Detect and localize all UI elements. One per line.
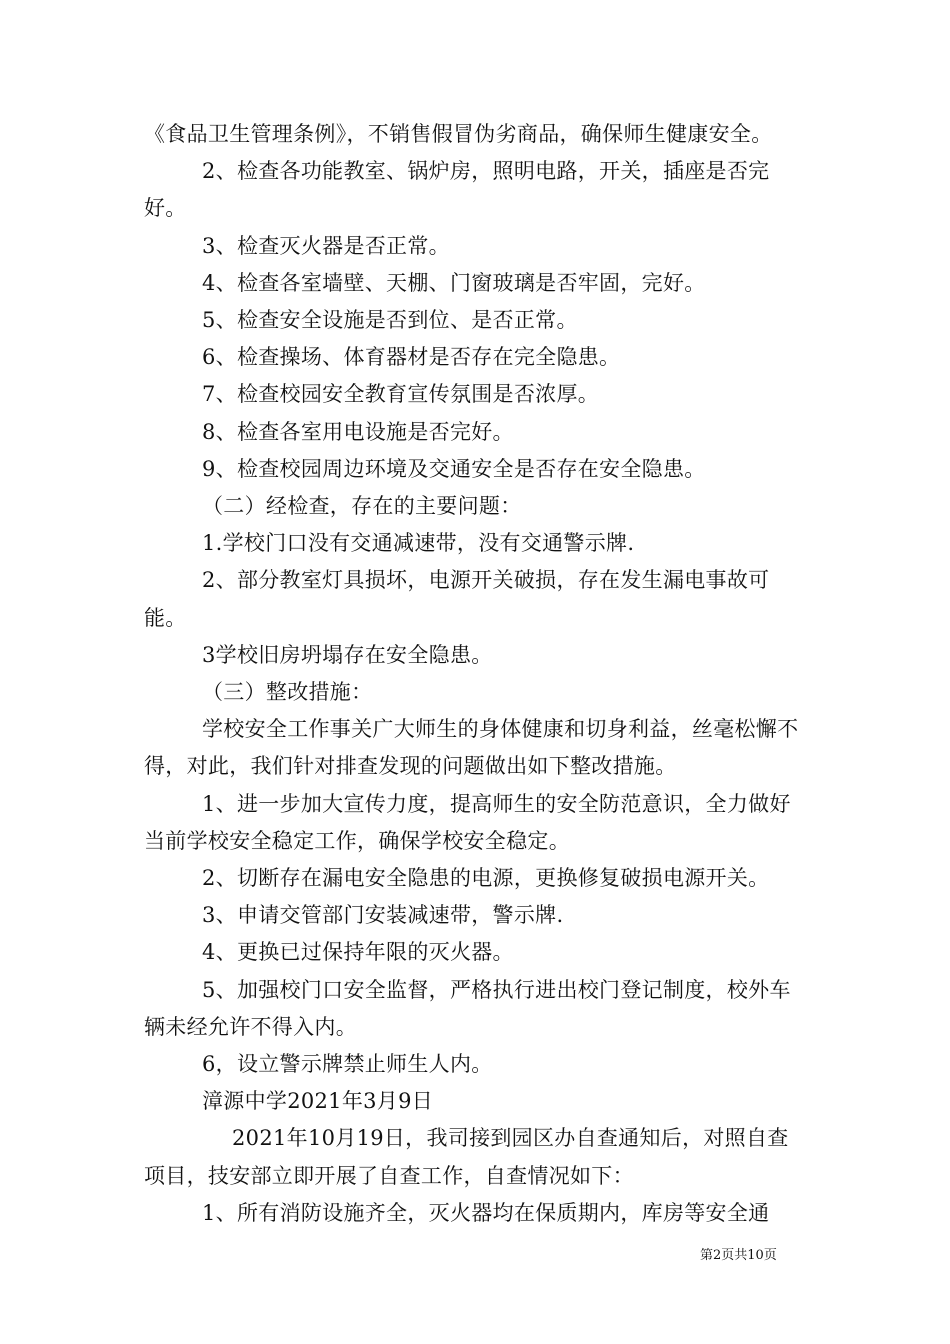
paragraph-measure-6: 6，设立警示牌禁止师生人内。 (202, 1052, 493, 1077)
paragraph-measure-1: 1、进一步加大宣传力度，提高师生的安全防范意识，全力做好当前学校安全稳定工作，确保学校安全稳定。 (144, 791, 791, 853)
paragraph-check-9: 9、检查校园周边环境及交通安全是否存在安全隐患。 (202, 456, 706, 481)
document-body (144, 116, 809, 1232)
section-heading-measures: （三）整改措施： (202, 680, 373, 705)
paragraph-check-5: 5、检查安全设施是否到位、是否正常。 (202, 308, 578, 333)
paragraph-measure-5: 5、加强校门口安全监督，严格执行进出校门登记制度，校外车辆未经允许不得入内。 (144, 977, 791, 1039)
paragraph-check-6: 6、检查操场、体育器材是否存在完全隐患。 (202, 345, 621, 370)
paragraph-problem-3: 3学校旧房坍塌存在安全隐患。 (202, 642, 493, 667)
paragraph-check-2: 2、检查各功能教室、锅炉房，照明电路，开关，插座是否完好。 (144, 159, 770, 221)
paragraph-measure-2: 2、切断存在漏电安全隐患的电源，更换修复破损电源开关。 (202, 866, 770, 891)
paragraph-measure-4: 4、更换已过保持年限的灭火器。 (202, 940, 514, 965)
paragraph-problem-2: 2、部分教室灯具损坏，电源开关破损，存在发生漏电事故可能。 (144, 568, 770, 630)
paragraph-check-8: 8、检查各室用电设施是否完好。 (202, 419, 514, 444)
paragraph-measure-3: 3、申请交管部门安装减速带，警示牌. (202, 903, 564, 928)
paragraph-check-4: 4、检查各室墙壁、天棚、门窗玻璃是否牢固，完好。 (202, 270, 706, 295)
section-heading-problems: （二）经检查，存在的主要问题： (202, 494, 522, 519)
paragraph-self-check-intro: 2021年10月19日，我司接到园区办自查通知后，对照自查项目，技安部立即开展了自查工作，自查情况如下： (144, 1126, 789, 1188)
paragraph-measures-intro: 学校安全工作事关广大师生的身体健康和切身利益，丝毫松懈不得，对此，我们针对排查发现的问题做出如下整改措施。 (144, 717, 799, 779)
page-number-footer: 第2页共10页 (700, 1248, 777, 1263)
paragraph-self-check-1: 1、所有消防设施齐全，灭火器均在保质期内，库房等安全通 (202, 1200, 770, 1225)
paragraph-food-hygiene: 《食品卫生管理条例》，不销售假冒伪劣商品，确保师生健康安全。 (144, 122, 773, 146)
paragraph-problem-1: 1.学校门口没有交通减速带，没有交通警示牌. (202, 531, 635, 556)
paragraph-check-3: 3、检查灭火器是否正常。 (202, 233, 450, 258)
signature-date-line: 漳源中学2021年3月9日 (202, 1089, 434, 1114)
paragraph-check-7: 7、检查校园安全教育宣传氛围是否浓厚。 (202, 382, 600, 407)
